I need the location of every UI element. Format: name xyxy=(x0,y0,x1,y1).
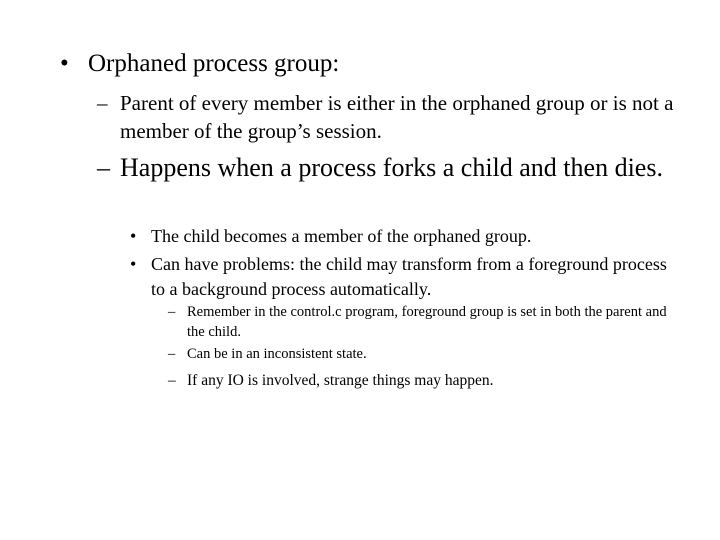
subbullet-text: Parent of every member is either in the orphaned group or is not a member of the group’s session. xyxy=(120,91,674,143)
note-inconsistent-state xyxy=(168,344,678,364)
note-control-c-program xyxy=(168,302,678,342)
point-child-becomes-member xyxy=(130,224,675,249)
note-text: If any IO is involved, strange things may happen. xyxy=(187,372,494,389)
bullet-marker: • xyxy=(130,254,137,274)
bullet-marker: • xyxy=(60,50,69,77)
subbullet-text: Happens when a process forks a child and then dies. xyxy=(120,153,663,182)
point-text: The child becomes a member of the orphaned group. xyxy=(151,226,532,246)
dash-marker: – xyxy=(168,372,176,389)
dash-marker: – xyxy=(168,304,176,320)
note-text: Remember in the control.c program, foreground group is set in both the parent and the child. xyxy=(187,304,667,340)
dash-marker: – xyxy=(97,91,108,115)
bullet-text: Orphaned process group: xyxy=(88,50,340,77)
bullet-marker: • xyxy=(130,226,137,246)
point-can-have-problems xyxy=(130,252,675,302)
point-text: Can have problems: the child may transform from a foreground process to a background process automatically. xyxy=(151,254,667,299)
subbullet-happens-when xyxy=(97,150,677,185)
dash-marker: – xyxy=(168,346,176,362)
note-text: Can be in an inconsistent state. xyxy=(187,346,367,362)
bullet-orphaned-process-group xyxy=(60,49,680,79)
dash-marker: – xyxy=(97,153,110,182)
subbullet-parent-definition xyxy=(97,89,677,145)
note-io-involved xyxy=(168,370,678,392)
